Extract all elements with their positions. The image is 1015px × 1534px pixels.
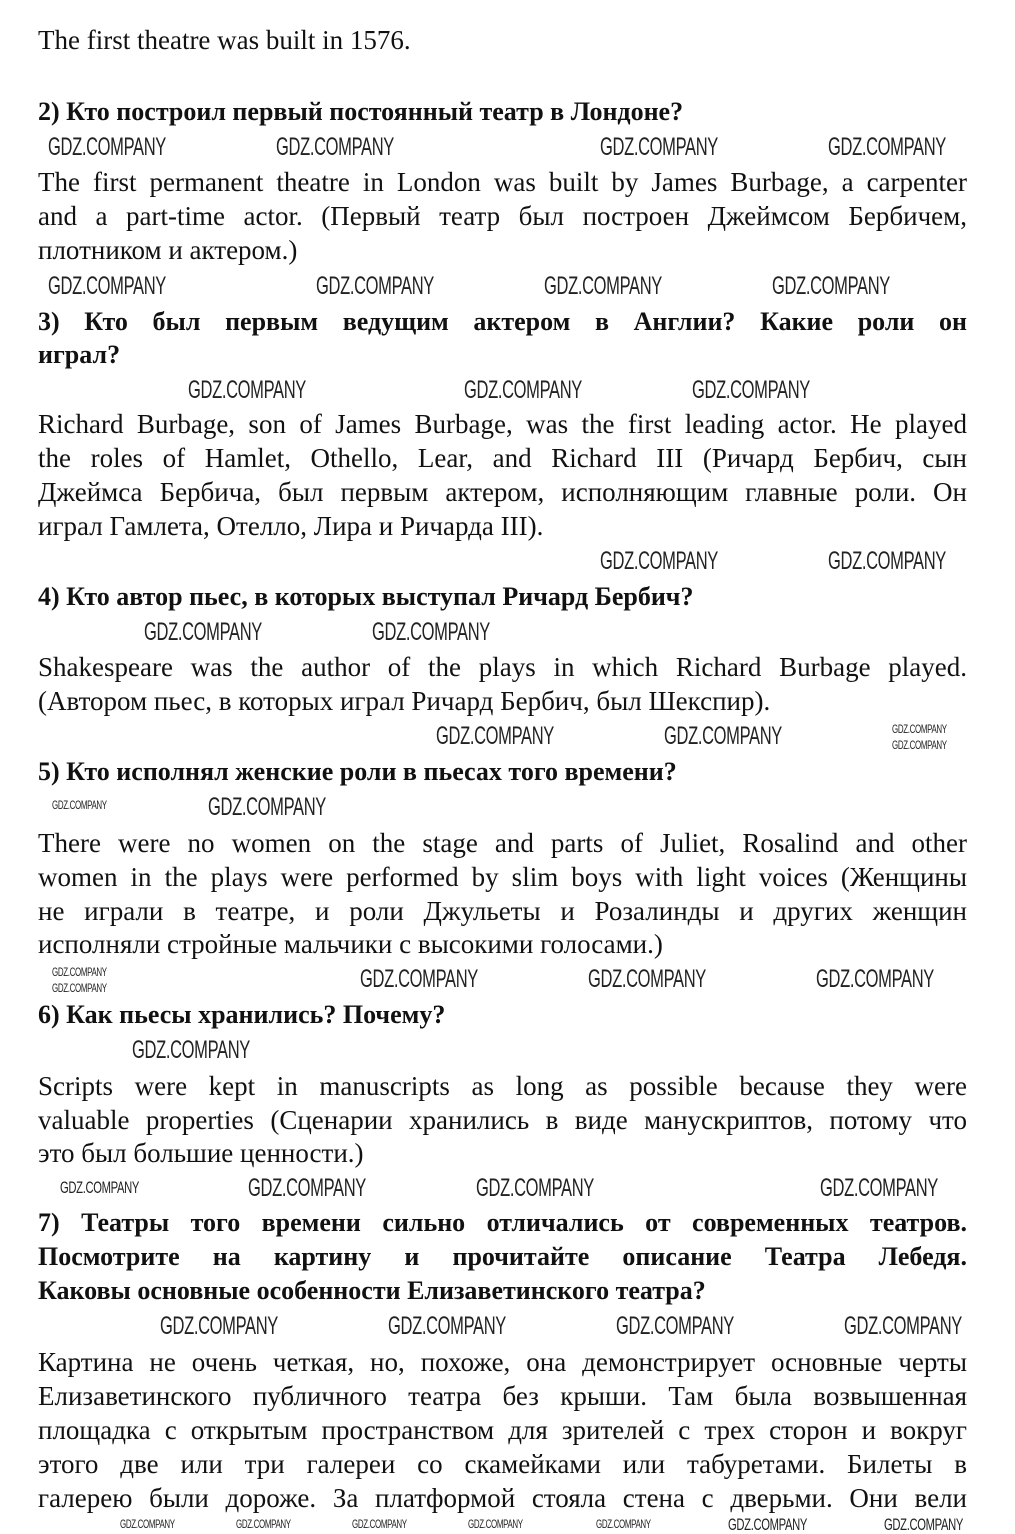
watermark: GDZ.COMPANY bbox=[132, 1036, 250, 1064]
question-7: Каковы основные особенности Елизаветинского театра? bbox=[38, 1276, 706, 1305]
answer-2-line: The first permanent theatre in London was built by James Burbage, a carpenter bbox=[38, 167, 967, 197]
watermark: GDZ.COMPANY bbox=[276, 133, 394, 161]
answer-2-line: and a part-time actor. (Первый театр был построен Джеймсом Бербичем, bbox=[38, 201, 967, 231]
watermark: GDZ.COMPANY bbox=[372, 618, 490, 646]
watermark: GDZ.COMPANY bbox=[248, 1174, 366, 1202]
watermark: GDZ.COMPANY bbox=[468, 1517, 523, 1531]
answer-6-line: valuable properties (Сценарии хранились в виде манускриптов, потому что bbox=[38, 1105, 967, 1135]
answer-7-line: Картина не очень четкая, но, похоже, она демонстрирует основные черты bbox=[38, 1347, 967, 1377]
answer-7-line: Елизаветинского публичного театра без крыши. Там была возвышенная bbox=[38, 1381, 967, 1411]
answer-3-line: Richard Burbage, son of James Burbage, was the first leading actor. He played bbox=[38, 409, 967, 439]
intro-text: The first theatre was built in 1576. bbox=[38, 25, 411, 55]
watermark: GDZ.COMPANY bbox=[236, 1517, 291, 1531]
watermark: GDZ.COMPANY bbox=[828, 547, 946, 575]
watermark: GDZ.COMPANY bbox=[616, 1312, 734, 1340]
watermark: GDZ.COMPANY bbox=[544, 272, 662, 300]
answer-5-line: women in the plays were performed by slim boys with light voices (Женщины bbox=[38, 862, 967, 892]
watermark: GDZ.COMPANY bbox=[892, 722, 947, 736]
question-5: 5) Кто исполнял женские роли в пьесах того времени? bbox=[38, 757, 677, 786]
answer-4-line: Shakespeare was the author of the plays in which Richard Burbage played. bbox=[38, 652, 967, 682]
watermark: GDZ.COMPANY bbox=[892, 738, 947, 752]
answer-7-line: площадка с открытым пространством для зрителей с трех сторон и вокруг bbox=[38, 1415, 967, 1445]
watermark: GDZ.COMPANY bbox=[728, 1515, 808, 1534]
watermark: GDZ.COMPANY bbox=[316, 272, 434, 300]
watermark: GDZ.COMPANY bbox=[828, 133, 946, 161]
watermark: GDZ.COMPANY bbox=[360, 965, 478, 993]
watermark: GDZ.COMPANY bbox=[160, 1312, 278, 1340]
watermark: GDZ.COMPANY bbox=[816, 965, 934, 993]
answer-7-line: галерею были дороже. За платформой стояла стена с дверьми. Они вели bbox=[38, 1483, 967, 1513]
question-4: 4) Кто автор пьес, в которых выступал Ричард Бербич? bbox=[38, 582, 694, 611]
watermark: GDZ.COMPANY bbox=[52, 798, 107, 812]
question-7: 7) Театры того времени сильно отличались от современных театров. bbox=[38, 1208, 967, 1237]
question-3: 3) Кто был первым ведущим актером в Англии? Какие роли он bbox=[38, 307, 967, 336]
watermark: GDZ.COMPANY bbox=[388, 1312, 506, 1340]
watermark: GDZ.COMPANY bbox=[664, 722, 782, 750]
watermark: GDZ.COMPANY bbox=[844, 1312, 962, 1340]
watermark: GDZ.COMPANY bbox=[352, 1517, 407, 1531]
watermark: GDZ.COMPANY bbox=[600, 547, 718, 575]
question-6: 6) Как пьесы хранились? Почему? bbox=[38, 1000, 446, 1029]
watermark: GDZ.COMPANY bbox=[588, 965, 706, 993]
watermark: GDZ.COMPANY bbox=[884, 1515, 964, 1534]
answer-6-line: это был большие ценности.) bbox=[38, 1138, 364, 1168]
watermark: GDZ.COMPANY bbox=[144, 618, 262, 646]
watermark: GDZ.COMPANY bbox=[52, 965, 107, 979]
watermark: GDZ.COMPANY bbox=[596, 1517, 651, 1531]
answer-6-line: Scripts were kept in manuscripts as long as possible because they were bbox=[38, 1071, 967, 1101]
watermark: GDZ.COMPANY bbox=[436, 722, 554, 750]
watermark: GDZ.COMPANY bbox=[476, 1174, 594, 1202]
answer-4-line: (Автором пьес, в которых играл Ричард Бербич, был Шекспир). bbox=[38, 686, 771, 716]
watermark: GDZ.COMPANY bbox=[188, 376, 306, 404]
question-7: Посмотрите на картину и прочитайте описание Театра Лебедя. bbox=[38, 1242, 967, 1271]
answer-2-line: плотником и актером.) bbox=[38, 235, 298, 265]
watermark: GDZ.COMPANY bbox=[52, 981, 107, 995]
watermark: GDZ.COMPANY bbox=[772, 272, 890, 300]
answer-5-line: There were no women on the stage and parts of Juliet, Rosalind and other bbox=[38, 828, 967, 858]
answer-7-line: этого две или три галереи со скамейками или табуретами. Билеты в bbox=[38, 1449, 967, 1479]
watermark: GDZ.COMPANY bbox=[208, 793, 326, 821]
watermark: GDZ.COMPANY bbox=[600, 133, 718, 161]
answer-3-line: играл Гамлета, Отелло, Лира и Ричарда III). bbox=[38, 511, 544, 541]
answer-3-line: the roles of Hamlet, Othello, Lear, and Richard III (Ричард Бербич, сын bbox=[38, 443, 967, 473]
answer-5-line: исполняли стройные мальчики с высокими голосами.) bbox=[38, 929, 663, 959]
question-2: 2) Кто построил первый постоянный театр в Лондоне? bbox=[38, 97, 684, 126]
question-3: играл? bbox=[38, 340, 121, 369]
watermark: GDZ.COMPANY bbox=[48, 133, 166, 161]
watermark: GDZ.COMPANY bbox=[692, 376, 810, 404]
watermark: GDZ.COMPANY bbox=[120, 1517, 175, 1531]
answer-3-line: Джеймса Бербича, был первым актером, исполняющим главные роли. Он bbox=[38, 477, 967, 507]
watermark: GDZ.COMPANY bbox=[820, 1174, 938, 1202]
watermark: GDZ.COMPANY bbox=[464, 376, 582, 404]
watermark: GDZ.COMPANY bbox=[60, 1178, 140, 1197]
answer-5-line: не играли в театре, и роли Джульеты и Розалинды и других женщин bbox=[38, 896, 967, 926]
watermark: GDZ.COMPANY bbox=[48, 272, 166, 300]
